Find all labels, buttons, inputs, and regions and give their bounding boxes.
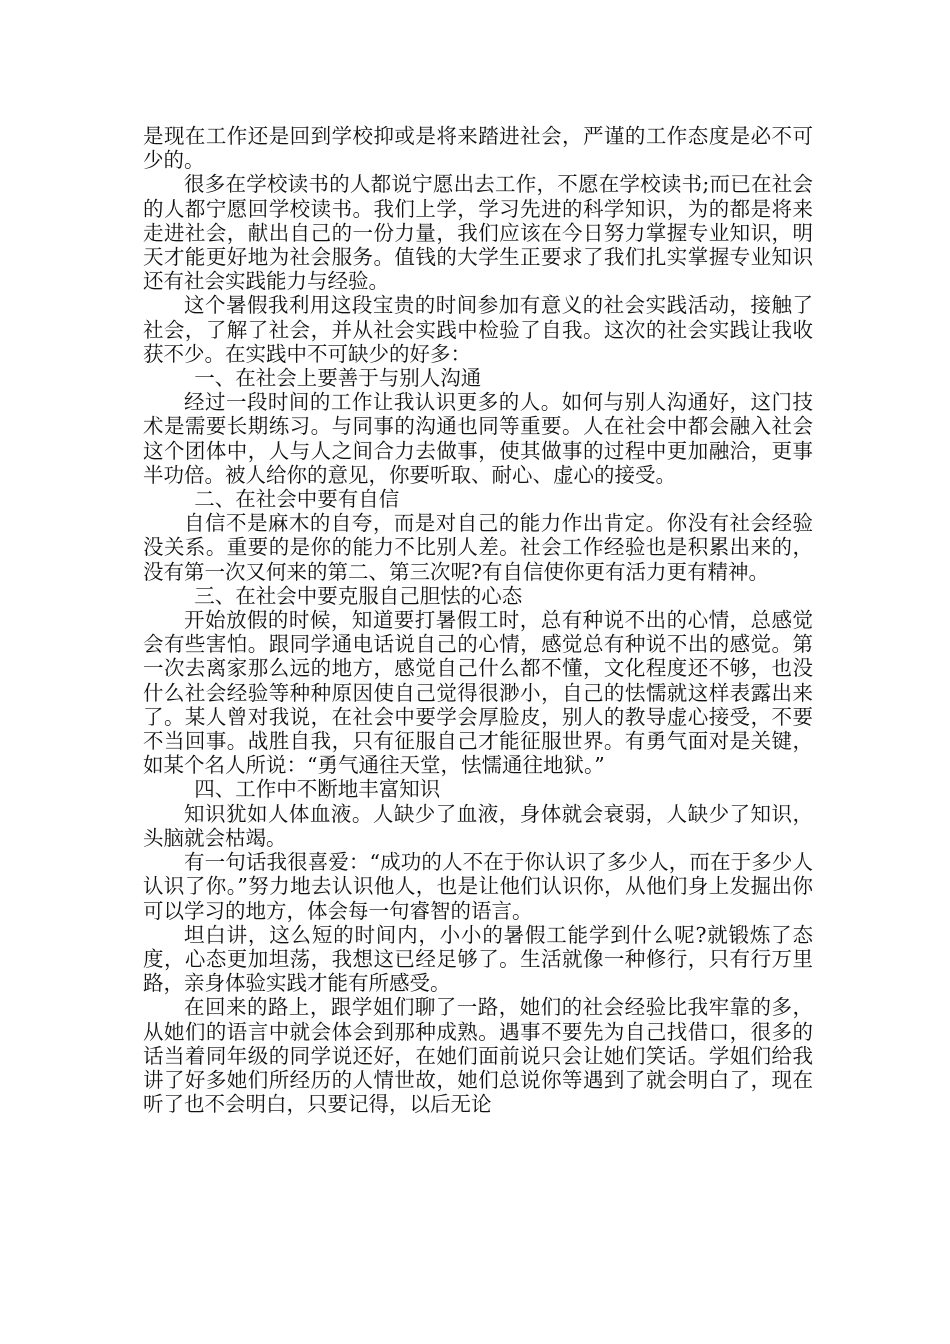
paragraph-2: 很多在学校读书的人都说宁愿出去工作，不愿在学校读书;而已在社会的人都宁愿回学校读书。我们上学，学习先进的科学知识，为的都是将来走进社会，献出自己的一份力量，我们应该在今日努力掌握专业知识，明天才能更好地为社会服务。值钱的大学生正要求了我们扎实掌握专业知识还有社会实践能力与经验。 — [143, 172, 813, 294]
paragraph-3: 这个暑假我利用这段宝贵的时间参加有意义的社会实践活动，接触了社会，了解了社会，并从社会实践中检验了自我。这次的社会实践让我收获不少。在实践中不可缺少的好多： — [143, 293, 813, 366]
paragraph-5: 自信不是麻木的自夸，而是对自己的能力作出肯定。你没有社会经验没关系。重要的是你的能力不比别人差。社会工作经验也是积累出来的，没有第一次又何来的第二、第三次呢?有自信使你更有活力更有精神。 — [143, 511, 813, 584]
section-heading-4: 四、工作中不断地丰富知识 — [194, 777, 441, 802]
document-body — [143, 124, 813, 1116]
paragraph-10: 在回来的路上，跟学姐们聊了一路，她们的社会经验比我牢靠的多，从她们的语言中就会体会到那种成熟。遇事不要先为自己找借口，很多的话当着同年级的同学说还好，在她们面前说只会让她们笑话。学姐们给我讲了好多她们所经历的人情世故，她们总说你等遇到了就会明白了，现在听了也不会明白，只要记得，以后无论 — [143, 995, 813, 1117]
paragraph-7: 知识犹如人体血液。人缺少了血液，身体就会衰弱，人缺少了知识，头脑就会枯竭。 — [143, 801, 813, 850]
paragraph-8: 有一句话我很喜爱：“成功的人不在于你认识了多少人，而在于多少人认识了你。”努力地去认识他人，也是让他们认识你，从他们身上发掘出你可以学习的地方，体会每一句睿智的语言。 — [143, 850, 813, 923]
paragraph-1: 是现在工作还是回到学校抑或是将来踏进社会，严谨的工作态度是必不可少的。 — [143, 124, 813, 173]
paragraph-9: 坦白讲，这么短的时间内，小小的暑假工能学到什么呢?就锻炼了态度，心态更加坦荡，我想这已经足够了。生活就像一种修行，只有行万里路，亲身体验实践才能有所感受。 — [143, 922, 813, 996]
paragraph-6: 开始放假的时候，知道要打暑假工时，总有种说不出的心情，总感觉会有些害怕。跟同学通电话说自己的心情，感觉总有种说不出的感觉。第一次去离家那么远的地方，感觉自己什么都不懂，文化程度还不够，也没什么社会经验等种种原因使自己觉得很渺小，自己的怯懦就这样表露出来了。某人曾对我说，在社会中要学会厚脸皮，别人的教导虚心接受，不要不当回事。战胜自我，只有征服自己才能征服世界。有勇气面对是关键，如某个名人所说：“勇气通往天堂，怯懦通往地狱。” — [143, 608, 813, 778]
section-heading-3: 三、在社会中要克服自己胆怯的心态 — [194, 583, 523, 608]
section-heading-2: 二、在社会中要有自信 — [194, 487, 400, 512]
paragraph-4: 经过一段时间的工作让我认识更多的人。如何与别人沟通好，这门技术是需要长期练习。与同事的沟通也同等重要。人在社会中都会融入社会这个团体中，人与人之间合力去做事，使其做事的过程中更加融洽，更事半功倍。被人给你的意见，你要听取、耐心、虚心的接受。 — [143, 390, 813, 487]
section-heading-1: 一、在社会上要善于与别人沟通 — [194, 366, 482, 391]
